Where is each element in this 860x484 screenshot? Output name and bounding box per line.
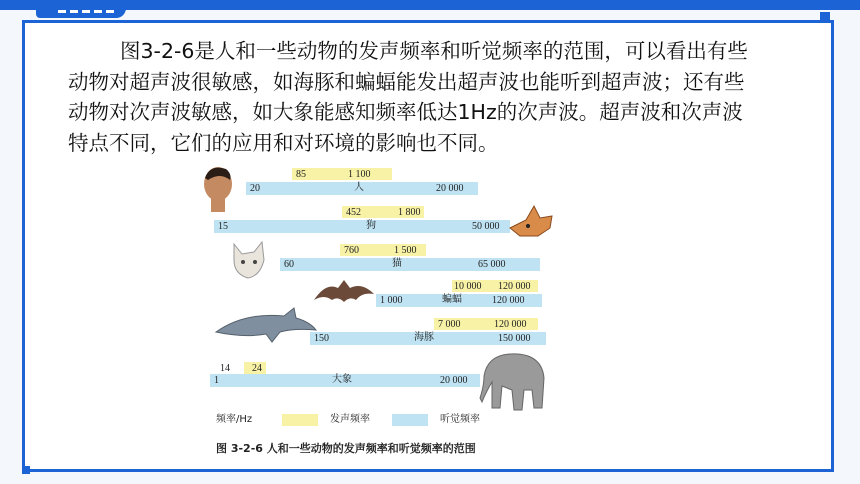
legend-unit: 频率/Hz [216,414,253,425]
frequency-figure [196,160,556,460]
hear-high-大象: 20 000 [440,375,468,386]
hear-high-狗: 50 000 [472,221,500,232]
hear-high-猫: 65 000 [478,259,506,270]
voice-low-海豚: 7 000 [438,319,461,330]
voice-low-蝙蝠: 10 000 [454,281,482,292]
name-蝙蝠: 蝙蝠 [442,294,462,305]
voice-low-狗: 452 [346,207,361,218]
name-狗: 狗 [366,220,376,231]
hear-high-人: 20 000 [436,183,464,194]
voice-high-大象: 24 [252,363,262,374]
corner-decoration-top [820,12,830,22]
figure-caption: 图 3-2-6 人和一些动物的发声频率和听觉频率的范围 [216,442,476,455]
top-accent-bar [0,0,860,10]
voice-high-人: 1 100 [348,169,371,180]
elephant-icon [478,346,550,420]
hear-low-蝙蝠: 1 000 [380,295,403,306]
hear-high-蝙蝠: 120 000 [492,295,525,306]
hear-low-人: 20 [250,183,260,194]
legend-hearing-swatch [392,414,428,426]
dolphin-icon [214,306,318,346]
hear-low-大象: 1 [214,375,219,386]
legend-voice-swatch [282,414,318,426]
hear-low-狗: 15 [218,221,228,232]
voice-high-猫: 1 500 [394,245,417,256]
hear-low-海豚: 150 [314,333,329,344]
cat-icon [228,238,270,282]
voice-bar-人 [292,168,392,180]
hearing-bar-狗 [214,220,510,233]
hear-high-海豚: 150 000 [498,333,531,344]
voice-low-猫: 760 [344,245,359,256]
voice-high-狗: 1 800 [398,207,421,218]
corner-decoration [22,466,30,474]
name-大象: 大象 [332,374,352,385]
voice-high-蝙蝠: 120 000 [498,281,531,292]
person-head-icon [198,164,242,214]
voice-high-海豚: 120 000 [494,319,527,330]
voice-low-人: 85 [296,169,306,180]
legend-hearing-label: 听觉频率 [440,414,480,425]
top-tab-decoration [36,0,126,18]
hear-low-猫: 60 [284,259,294,270]
legend-voice-label: 发声频率 [330,414,370,425]
name-猫: 猫 [392,258,402,269]
fox-icon [506,202,556,242]
voice-low-大象: 14 [220,363,230,374]
name-海豚: 海豚 [414,332,434,343]
body-paragraph: 图3-2-6是人和一些动物的发声频率和听觉频率的范围，可以看出有些动物对超声波很敏感，如海豚和蝙蝠能发出超声波也能听到超声波；还有些动物对次声波敏感，如大象能感知频率低达1Hz的次声波。超声波和次声波特点不同，它们的应用和对环境的影响也不同。 [68,39,748,155]
bat-icon [312,276,376,310]
name-人: 人 [354,182,364,193]
